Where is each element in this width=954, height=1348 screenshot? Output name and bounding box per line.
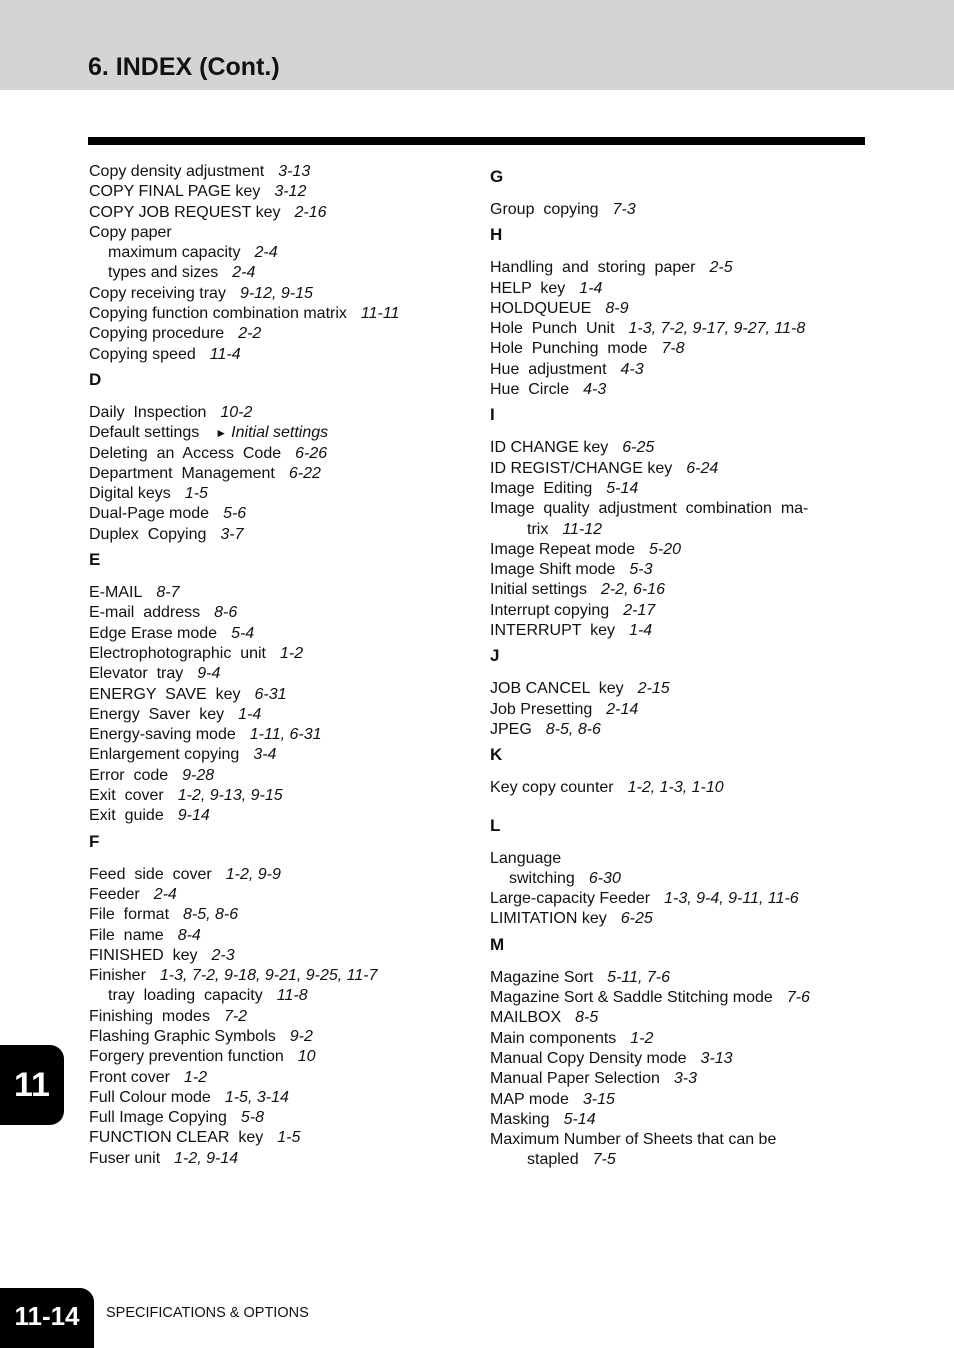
index-entry <box>89 685 459 705</box>
index-entry <box>89 243 459 263</box>
index-page-refs: 1-4 <box>238 705 262 723</box>
index-term: Copying speed <box>89 345 196 363</box>
index-entry <box>490 849 860 869</box>
index-column-left <box>89 162 459 1169</box>
chapter-tab: 11 <box>0 1045 64 1125</box>
index-term: Edge Erase mode <box>89 624 218 642</box>
index-term: Default settings <box>89 424 200 442</box>
index-page-refs: 1-3, 7-2, 9-17, 9-27, 11-8 <box>628 320 806 338</box>
index-page-refs: 11-12 <box>562 520 603 538</box>
index-term: Feed side cover <box>89 865 212 883</box>
index-page-refs: 2-17 <box>623 601 656 619</box>
index-page-refs: 5-3 <box>629 561 653 579</box>
index-term: Exit cover <box>89 787 164 805</box>
index-term: JOB CANCEL key <box>490 680 624 698</box>
index-term: MAILBOX <box>490 1009 562 1027</box>
index-term: Digital keys <box>89 485 171 503</box>
index-entry <box>89 504 459 524</box>
index-page-refs: 1-2 <box>630 1029 654 1047</box>
index-page-refs: 11-8 <box>276 987 308 1005</box>
index-term: Forgery prevention function <box>89 1048 284 1066</box>
index-entry <box>490 679 860 699</box>
index-section-letter: J <box>490 646 500 666</box>
index-entry <box>89 1128 459 1148</box>
index-page-refs: 3-12 <box>274 183 307 201</box>
index-page-refs: 1-5 <box>184 485 208 503</box>
index-page-refs: 8-5, 8-6 <box>545 720 601 738</box>
index-entry <box>490 479 860 499</box>
index-page-refs: 3-13 <box>700 1049 733 1067</box>
index-term: Finishing modes <box>89 1007 210 1025</box>
index-section-letter: D <box>89 369 102 389</box>
index-page-refs: 5-14 <box>563 1110 596 1128</box>
index-page-refs: 1-2, 9-9 <box>225 865 281 883</box>
index-entry <box>490 1049 860 1069</box>
index-term: Full Colour mode <box>89 1088 211 1106</box>
index-term: Main components <box>490 1029 617 1047</box>
index-entry <box>490 360 860 380</box>
index-page-refs: 2-2, 6-16 <box>600 581 665 599</box>
index-page-refs: 1-2, 1-3, 1-10 <box>627 779 724 797</box>
index-entry <box>490 319 860 339</box>
index-page-refs: 5-6 <box>223 505 247 523</box>
index-term: Manual Paper Selection <box>490 1070 660 1088</box>
index-term: Hole Punching mode <box>490 340 648 358</box>
index-term: Hue adjustment <box>490 360 607 378</box>
index-page-refs: 2-4 <box>153 885 177 903</box>
index-page-refs: 3-7 <box>220 525 244 543</box>
index-term: Front cover <box>89 1068 170 1086</box>
index-entry <box>490 889 860 909</box>
index-page-refs: 5-8 <box>240 1109 264 1127</box>
index-term: Elevator tray <box>89 665 184 683</box>
index-term: E-mail address <box>89 604 201 622</box>
index-entry <box>490 459 860 479</box>
index-page-refs: 7-8 <box>661 340 685 358</box>
index-page-refs: 8-6 <box>214 604 238 622</box>
index-entry <box>490 279 860 299</box>
index-term: Hole Punch Unit <box>490 320 615 338</box>
index-page-refs: 7-2 <box>223 1007 248 1025</box>
index-entry <box>89 345 459 365</box>
index-page-refs: 6-26 <box>295 444 328 462</box>
index-page-refs: 2-15 <box>637 680 670 698</box>
index-term: E-MAIL <box>89 584 143 602</box>
index-entry <box>89 203 459 223</box>
index-column-right <box>490 162 860 1171</box>
index-entry <box>490 1150 860 1170</box>
index-page-refs: 10-2 <box>220 403 253 421</box>
index-page-refs: 3-4 <box>253 746 277 764</box>
index-entry <box>89 806 459 826</box>
index-term: Large-capacity Feeder <box>490 890 651 908</box>
index-term: MAP mode <box>490 1090 569 1108</box>
index-entry <box>490 499 860 519</box>
index-page-refs: 1-2, 9-14 <box>174 1149 239 1167</box>
index-section-letter: H <box>490 225 503 245</box>
index-term: Feeder <box>89 885 140 903</box>
index-term: Magazine Sort <box>490 968 594 986</box>
page-title: 6. INDEX (Cont.) <box>88 53 280 81</box>
index-entry <box>89 1149 459 1169</box>
index-page-refs: 3-15 <box>582 1090 615 1108</box>
index-entry <box>89 786 459 806</box>
index-page-refs: 9-4 <box>197 665 221 683</box>
index-term: tray loading capacity <box>108 987 263 1005</box>
index-entry <box>490 560 860 580</box>
index-term: ENERGY SAVE key <box>89 685 241 703</box>
index-term: Electrophotographic unit <box>89 644 266 662</box>
index-page-refs: 8-9 <box>605 299 629 317</box>
index-term: Handling and storing paper <box>490 259 696 277</box>
index-page-refs: 1-2 <box>280 644 304 662</box>
index-page-refs: 1-2 <box>183 1068 208 1086</box>
index-entry <box>490 700 860 720</box>
index-entry <box>89 766 459 786</box>
index-term: FUNCTION CLEAR key <box>89 1129 264 1147</box>
index-term: Deleting an Access Code <box>89 444 282 462</box>
index-page-refs: 2-4 <box>254 244 278 262</box>
index-entry <box>89 1007 459 1027</box>
page-header <box>0 0 954 90</box>
index-term: File name <box>89 926 164 944</box>
index-term: Energy-saving mode <box>89 726 236 744</box>
index-entry <box>89 926 459 946</box>
index-term: Duplex Copying <box>89 525 207 543</box>
index-term: COPY FINAL PAGE key <box>89 183 261 201</box>
index-page-refs: 11-11 <box>360 305 400 323</box>
index-page-refs: 6-25 <box>622 439 655 457</box>
index-term: Image quality adjustment combination ma- <box>490 500 809 518</box>
index-entry <box>89 644 459 664</box>
index-entry <box>89 725 459 745</box>
index-entry <box>89 583 459 603</box>
index-term: FINISHED key <box>89 946 198 964</box>
index-term: ID CHANGE key <box>490 439 609 457</box>
index-term: Hue Circle <box>490 381 570 399</box>
index-entry <box>89 986 459 1006</box>
index-section-letter: I <box>490 405 495 425</box>
index-entry <box>89 403 459 423</box>
index-term: Masking <box>490 1110 550 1128</box>
index-entry <box>89 905 459 925</box>
index-term: Image Editing <box>490 479 593 497</box>
index-term: Full Image Copying <box>89 1109 227 1127</box>
index-section-letter: E <box>89 550 101 570</box>
index-page-refs: 5-14 <box>606 479 639 497</box>
index-page-refs: 4-3 <box>583 381 607 399</box>
page-number: 11-14 <box>0 1288 94 1348</box>
index-term: Job Presetting <box>490 700 593 718</box>
index-term: HELP key <box>490 279 566 297</box>
index-term: switching <box>509 869 575 887</box>
index-page-refs: 6-22 <box>288 464 321 482</box>
index-term: Group copying <box>490 201 599 218</box>
index-entry <box>490 1090 860 1110</box>
index-page-refs: 1-4 <box>579 279 603 297</box>
index-term: Image Shift mode <box>490 561 616 579</box>
index-entry <box>490 1008 860 1028</box>
index-term: Manual Copy Density mode <box>490 1049 687 1067</box>
index-entry <box>89 1068 459 1088</box>
index-entry <box>89 162 459 182</box>
index-page-refs: 1-4 <box>629 622 653 640</box>
index-term: Dual-Page mode <box>89 505 210 523</box>
index-term: Initial settings <box>490 581 587 599</box>
index-term: Image Repeat mode <box>490 540 635 558</box>
index-term: Magazine Sort & Saddle Stitching mode <box>490 989 773 1007</box>
index-page-refs: 5-11, 7-6 <box>607 968 671 986</box>
index-entry <box>89 324 459 344</box>
index-entry <box>490 1069 860 1089</box>
index-page-refs: 8-4 <box>177 926 201 944</box>
index-entry <box>490 1029 860 1049</box>
index-entry <box>490 720 860 740</box>
index-page-refs: 2-2 <box>238 325 262 343</box>
index-page-refs: 6-30 <box>588 869 621 887</box>
index-page-refs: 1-2, 9-13, 9-15 <box>177 787 283 805</box>
index-entry <box>89 885 459 905</box>
index-entry <box>89 484 459 504</box>
index-entry <box>490 1110 860 1130</box>
index-entry <box>89 182 459 202</box>
index-entry <box>89 444 459 464</box>
index-page-refs: 1-3, 7-2, 9-18, 9-21, 9-25, 11-7 <box>159 967 378 985</box>
index-page-refs: 9-14 <box>177 807 210 825</box>
index-entry <box>490 380 860 400</box>
index-term: Finisher <box>89 967 146 985</box>
index-term: Language <box>490 849 562 867</box>
index-entry <box>490 258 860 278</box>
index-term: Flashing Graphic Symbols <box>89 1027 276 1045</box>
index-term: Copy paper <box>89 223 172 241</box>
index-entry <box>490 869 860 889</box>
index-entry <box>89 263 459 283</box>
index-page-refs: 1-11, 6-31 <box>249 726 322 744</box>
index-entry <box>490 200 860 220</box>
index-entry <box>490 540 860 560</box>
index-section-letter: F <box>89 831 100 851</box>
index-entry <box>89 423 459 443</box>
index-entry <box>490 580 860 600</box>
index-term: stapled <box>527 1151 579 1169</box>
index-entry <box>89 946 459 966</box>
index-term: INTERRUPT key <box>490 622 616 640</box>
index-entry <box>89 284 459 304</box>
index-page-refs: 9-2 <box>289 1027 313 1045</box>
index-entry <box>490 601 860 621</box>
footer-section-title: SPECIFICATIONS & OPTIONS <box>106 1305 309 1321</box>
index-term: COPY JOB REQUEST key <box>89 203 281 221</box>
index-page-refs: 7-3 <box>612 201 636 218</box>
index-term: Maximum Number of Sheets that can be <box>490 1131 777 1149</box>
index-term: maximum capacity <box>108 244 241 262</box>
index-section-letter: K <box>490 745 503 765</box>
index-page-refs: 1-5, 3-14 <box>224 1088 289 1106</box>
index-entry <box>89 464 459 484</box>
index-page-refs: 8-5, 8-6 <box>183 906 239 924</box>
index-term: LIMITATION key <box>490 910 607 928</box>
index-page-refs: 10 <box>297 1048 316 1066</box>
index-entry <box>89 865 459 885</box>
section-gap <box>490 799 860 811</box>
index-entry <box>490 299 860 319</box>
index-section-letter: L <box>490 815 501 835</box>
index-entry <box>89 1027 459 1047</box>
header-rule <box>88 137 865 145</box>
index-page-refs: 9-12, 9-15 <box>239 284 313 302</box>
index-entry <box>89 705 459 725</box>
index-page-refs: 2-5 <box>709 259 733 277</box>
index-page-refs: 4-3 <box>620 360 644 378</box>
index-page-refs: 9-28 <box>182 766 215 784</box>
index-page-refs: 6-24 <box>686 459 719 477</box>
index-page-refs: 3-3 <box>673 1070 698 1088</box>
index-page-refs: 5-20 <box>648 540 682 558</box>
index-page-refs: 2-4 <box>232 264 256 282</box>
index-section-letter: G <box>490 167 504 186</box>
index-page-refs: 8-7 <box>156 584 180 602</box>
index-page-refs: 3-13 <box>278 163 311 180</box>
index-entry <box>490 621 860 641</box>
index-entry <box>490 988 860 1008</box>
index-page-refs: 11-4 <box>209 345 241 363</box>
index-entry <box>89 664 459 684</box>
index-entry <box>490 778 860 798</box>
index-term: Copy receiving tray <box>89 284 226 302</box>
index-term: Copying function combination matrix <box>89 305 347 323</box>
index-page-refs: 6-25 <box>620 910 653 928</box>
index-term: ID REGIST/CHANGE key <box>490 459 673 477</box>
index-term: types and sizes <box>108 264 219 282</box>
index-entry <box>89 1047 459 1067</box>
index-entry <box>89 525 459 545</box>
index-entry <box>490 968 860 988</box>
index-term: Daily Inspection <box>89 403 207 421</box>
index-entry <box>490 520 860 540</box>
index-term: File format <box>89 906 170 924</box>
index-entry <box>490 339 860 359</box>
index-term: Copy density adjustment <box>89 163 265 180</box>
index-page-refs: 7-6 <box>786 989 810 1007</box>
index-page-refs: 7-5 <box>592 1151 616 1169</box>
index-entry <box>89 1088 459 1108</box>
index-page-refs: 8-5 <box>575 1009 599 1027</box>
index-term: Interrupt copying <box>490 601 610 619</box>
index-page-refs: 1-3, 9-4, 9-11, 11-6 <box>664 890 799 908</box>
index-term: Enlargement copying <box>89 746 240 764</box>
index-term: Department Management <box>89 464 275 482</box>
index-entry <box>490 909 860 929</box>
index-page-refs: 5-4 <box>231 624 255 642</box>
index-term: JPEG <box>490 720 532 738</box>
index-term: Copying procedure <box>89 325 225 343</box>
index-page-refs: 2-16 <box>294 203 327 221</box>
index-entry <box>89 624 459 644</box>
index-entry <box>89 966 459 986</box>
index-page-refs: 6-31 <box>254 685 287 703</box>
index-entry <box>89 223 459 243</box>
index-entry <box>89 745 459 765</box>
index-term: Energy Saver key <box>89 705 225 723</box>
index-term: Exit guide <box>89 807 164 825</box>
index-entry <box>490 1130 860 1150</box>
index-term: Fuser unit <box>89 1149 161 1167</box>
index-page-refs: 1-5 <box>277 1129 301 1147</box>
index-page-refs: 2-14 <box>606 700 639 718</box>
index-page-refs: 2-3 <box>211 946 235 964</box>
index-entry <box>89 603 459 623</box>
index-term: Key copy counter <box>490 779 614 797</box>
index-term: HOLDQUEUE <box>490 299 592 317</box>
index-term: trix <box>527 520 549 538</box>
index-page-refs: Initial settings <box>231 424 329 442</box>
index-entry <box>89 1108 459 1128</box>
index-term: Error code <box>89 766 169 784</box>
index-entry <box>490 438 860 458</box>
see-arrow-icon: ► <box>215 426 228 441</box>
index-section-letter: M <box>490 934 505 954</box>
index-entry <box>89 304 459 324</box>
